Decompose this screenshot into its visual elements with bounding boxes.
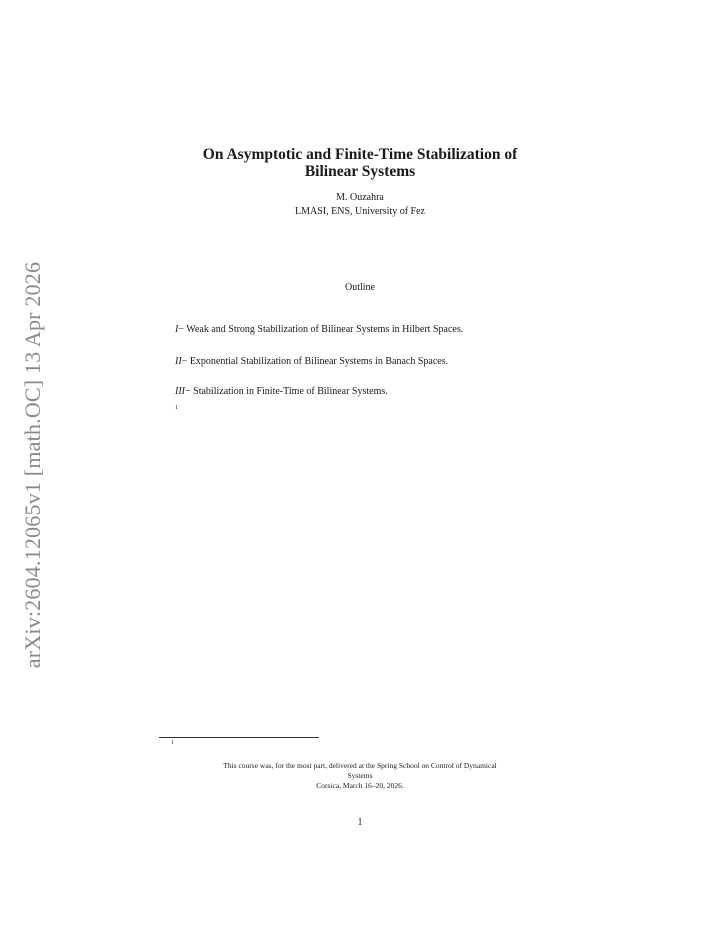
outline-item-dash: − [181,356,188,367]
footnote-line-1: This course was, for the most part, delivered at the Spring School on Control of Dynamical [223,761,497,770]
footnote-separator-rule [159,737,319,738]
outline-item-dash: − [185,386,191,397]
outline-item-3 [175,386,388,397]
title-line-1: On Asymptotic and Finite-Time Stabilization of [202,146,518,163]
outline-item-1 [175,324,463,335]
footnote-text [155,761,565,791]
author-affiliation: LMASI, ENS, University of Fez [295,206,425,217]
arxiv-identifier-stamp: arXiv:2604.12065v1 [math.OC] 13 Apr 2026 [20,261,45,669]
page-number: 1 [357,817,363,828]
outline-item-text: Exponential Stabilization of Bilinear Systems in Banach Spaces. [187,356,449,367]
outline-item-number: III [175,386,185,397]
outline-item-text: Weak and Strong Stabilization of Bilinear Systems in Hilbert Spaces. [183,324,464,335]
footnote-mark: 1 [171,740,174,746]
outline-item-text: Stabilization in Finite-Time of Bilinear Systems. [190,386,388,397]
footnote-line-3: Corsica, March 16–20, 2026. [316,781,404,790]
outline-item-dash: − [178,324,184,335]
outline-item-number: II [175,356,182,367]
author-name: M. Ouzahra [336,192,384,203]
outline-item-2 [175,356,448,367]
title-line-2: Bilinear Systems [304,163,416,180]
outline-heading: Outline [345,282,375,293]
footnote-line-2: Systems [347,771,373,780]
outline-item-number: I [175,324,179,335]
footnote-reference-mark: 1 [175,405,178,411]
paper-title [160,146,560,180]
